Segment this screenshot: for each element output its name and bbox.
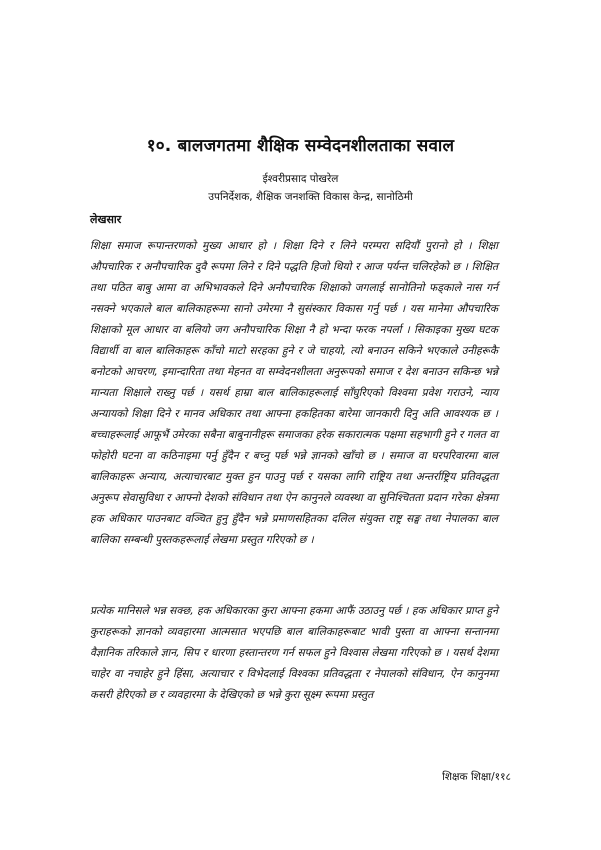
article-title: १०. बालजगतमा शैक्षिक सम्वेदनशीलताका सवाल bbox=[146, 136, 455, 156]
author-affiliation: उपनिर्देशक, शैक्षिक जनशक्ति विकास केन्द्र, सानोठिमी bbox=[208, 191, 413, 203]
author-name: ईश्वरीप्रसाद पोखरेल bbox=[262, 173, 339, 185]
abstract-paragraph-1: शिक्षा समाज रूपान्तरणको मुख्य आधार हो । शिक्षा दिने र लिने परम्परा सदियौं पुरानो हो । शिक्षा औपचारिक र अनौपचारिक दुवै रूपमा लिने र दिने पद्धति हिजो थियो र आज पर्यन्त चलिरहेको छ । शिक्षित तथा पठित बाबु आमा वा अभिभावकले दिने अनौपचारिक शिक्षाको जगलाई सानोतिनो फड्काले नास गर्न नसक्ने भएकाले बाल बालिकाहरूमा सानो उमेरमा नै सुसंस्कार विकास गर्नु पर्छ । यस मानेमा औपचारिक शिक्षाको मूल आधार वा बलियो जग अनौपचारिक शिक्षा नै हो भन्दा फरक नपर्ला । सिकाइका मुख्य घटक विद्यार्थी वा बाल बालिकाहरू काँचो माटो सरहका हुने र जे चाहयो, त्यो बनाउन सकिने भएकाले उनीहरूकै बनोटको आचरण, इमान्दारिता तथा मेहनत वा सम्वेदनशीलता अनुरूपको समाज र देश बनाउन सकिन्छ भन्ने मान्यता शिक्षाले राख्नु पर्छ । यसर्थ हाम्रा बाल बालिकाहरूलाई साँघुरिएको विश्वमा प्रवेश गराउने, न्याय अन्यायको शिक्षा दिने र मानव अधिकार तथा आफ्ना हकहितका बारेमा जानकारी दिनु अति आवश्यक छ । बच्चाहरूलाई आफूभैं उमेरका सबैना बाबुनानीहरू समाजका हरेक सकारात्मक पक्षमा सहभागी हुने र गलत वा फोहोरी घटना वा कठिनाइमा पर्नु हुँदैन र बच्नु पर्छ भन्ने ज्ञानको खाँचो छ । समाज वा घरपरिवारमा बाल बालिकाहरू अन्याय, अत्याचारबाट मुक्त हुन पाउनु पर्छ र यसका लागि राष्ट्रिय तथा अन्तर्राष्ट्रिय प्रतिवद्धता अनुरूप सेवासुविधा र आफ्नो देशको संविधान तथा ऐन कानुनले व्यवस्था वा सुनिश्चितता प्रदान गरेका क्षेत्रमा हक अधिकार पाउनबाट वञ्चित हुनु हुँदैन भन्ने प्रमाणसहितका दलिल संयुक्त राष्ट्र सङ्घ तथा नेपालका बाल बालिका सम्बन्धी पुस्तकहरूलाई लेखमा प्रस्तुत गरिएको छ । bbox=[90, 240, 498, 546]
abstract-paragraph-2: प्रत्येक मानिसले भन्न सक्छ, हक अधिकारका कुरा आफ्ना हकमा आफैं उठाउनु पर्छ । हक अधिकार प्राप्त हुने कुराहरूको ज्ञानको व्यवहारमा आत्मसात भएपछि बाल बालिकाहरूबाट भावी पुस्ता वा आफ्ना सन्तानमा वैज्ञानिक तरिकाले ज्ञान, सिप र धारणा हस्तान्तरण गर्न सफल हुने विश्वास लेखमा गरिएको छ । यसर्थ देशमा चाहेर वा नचाहेर हुने हिंसा, अत्याचार र विभेदलाई विश्वका प्रतिवद्धता र नेपालको संविधान, ऐन कानुनमा कसरी हेरिएको छ र व्यवहारमा के देखिएको छ भन्ने कुरा सूक्ष्म रूपमा प्रस्तुत bbox=[90, 605, 498, 701]
abstract-heading: लेखसार bbox=[90, 213, 122, 226]
page-footer: शिक्षक शिक्षा/११८ bbox=[442, 771, 511, 783]
